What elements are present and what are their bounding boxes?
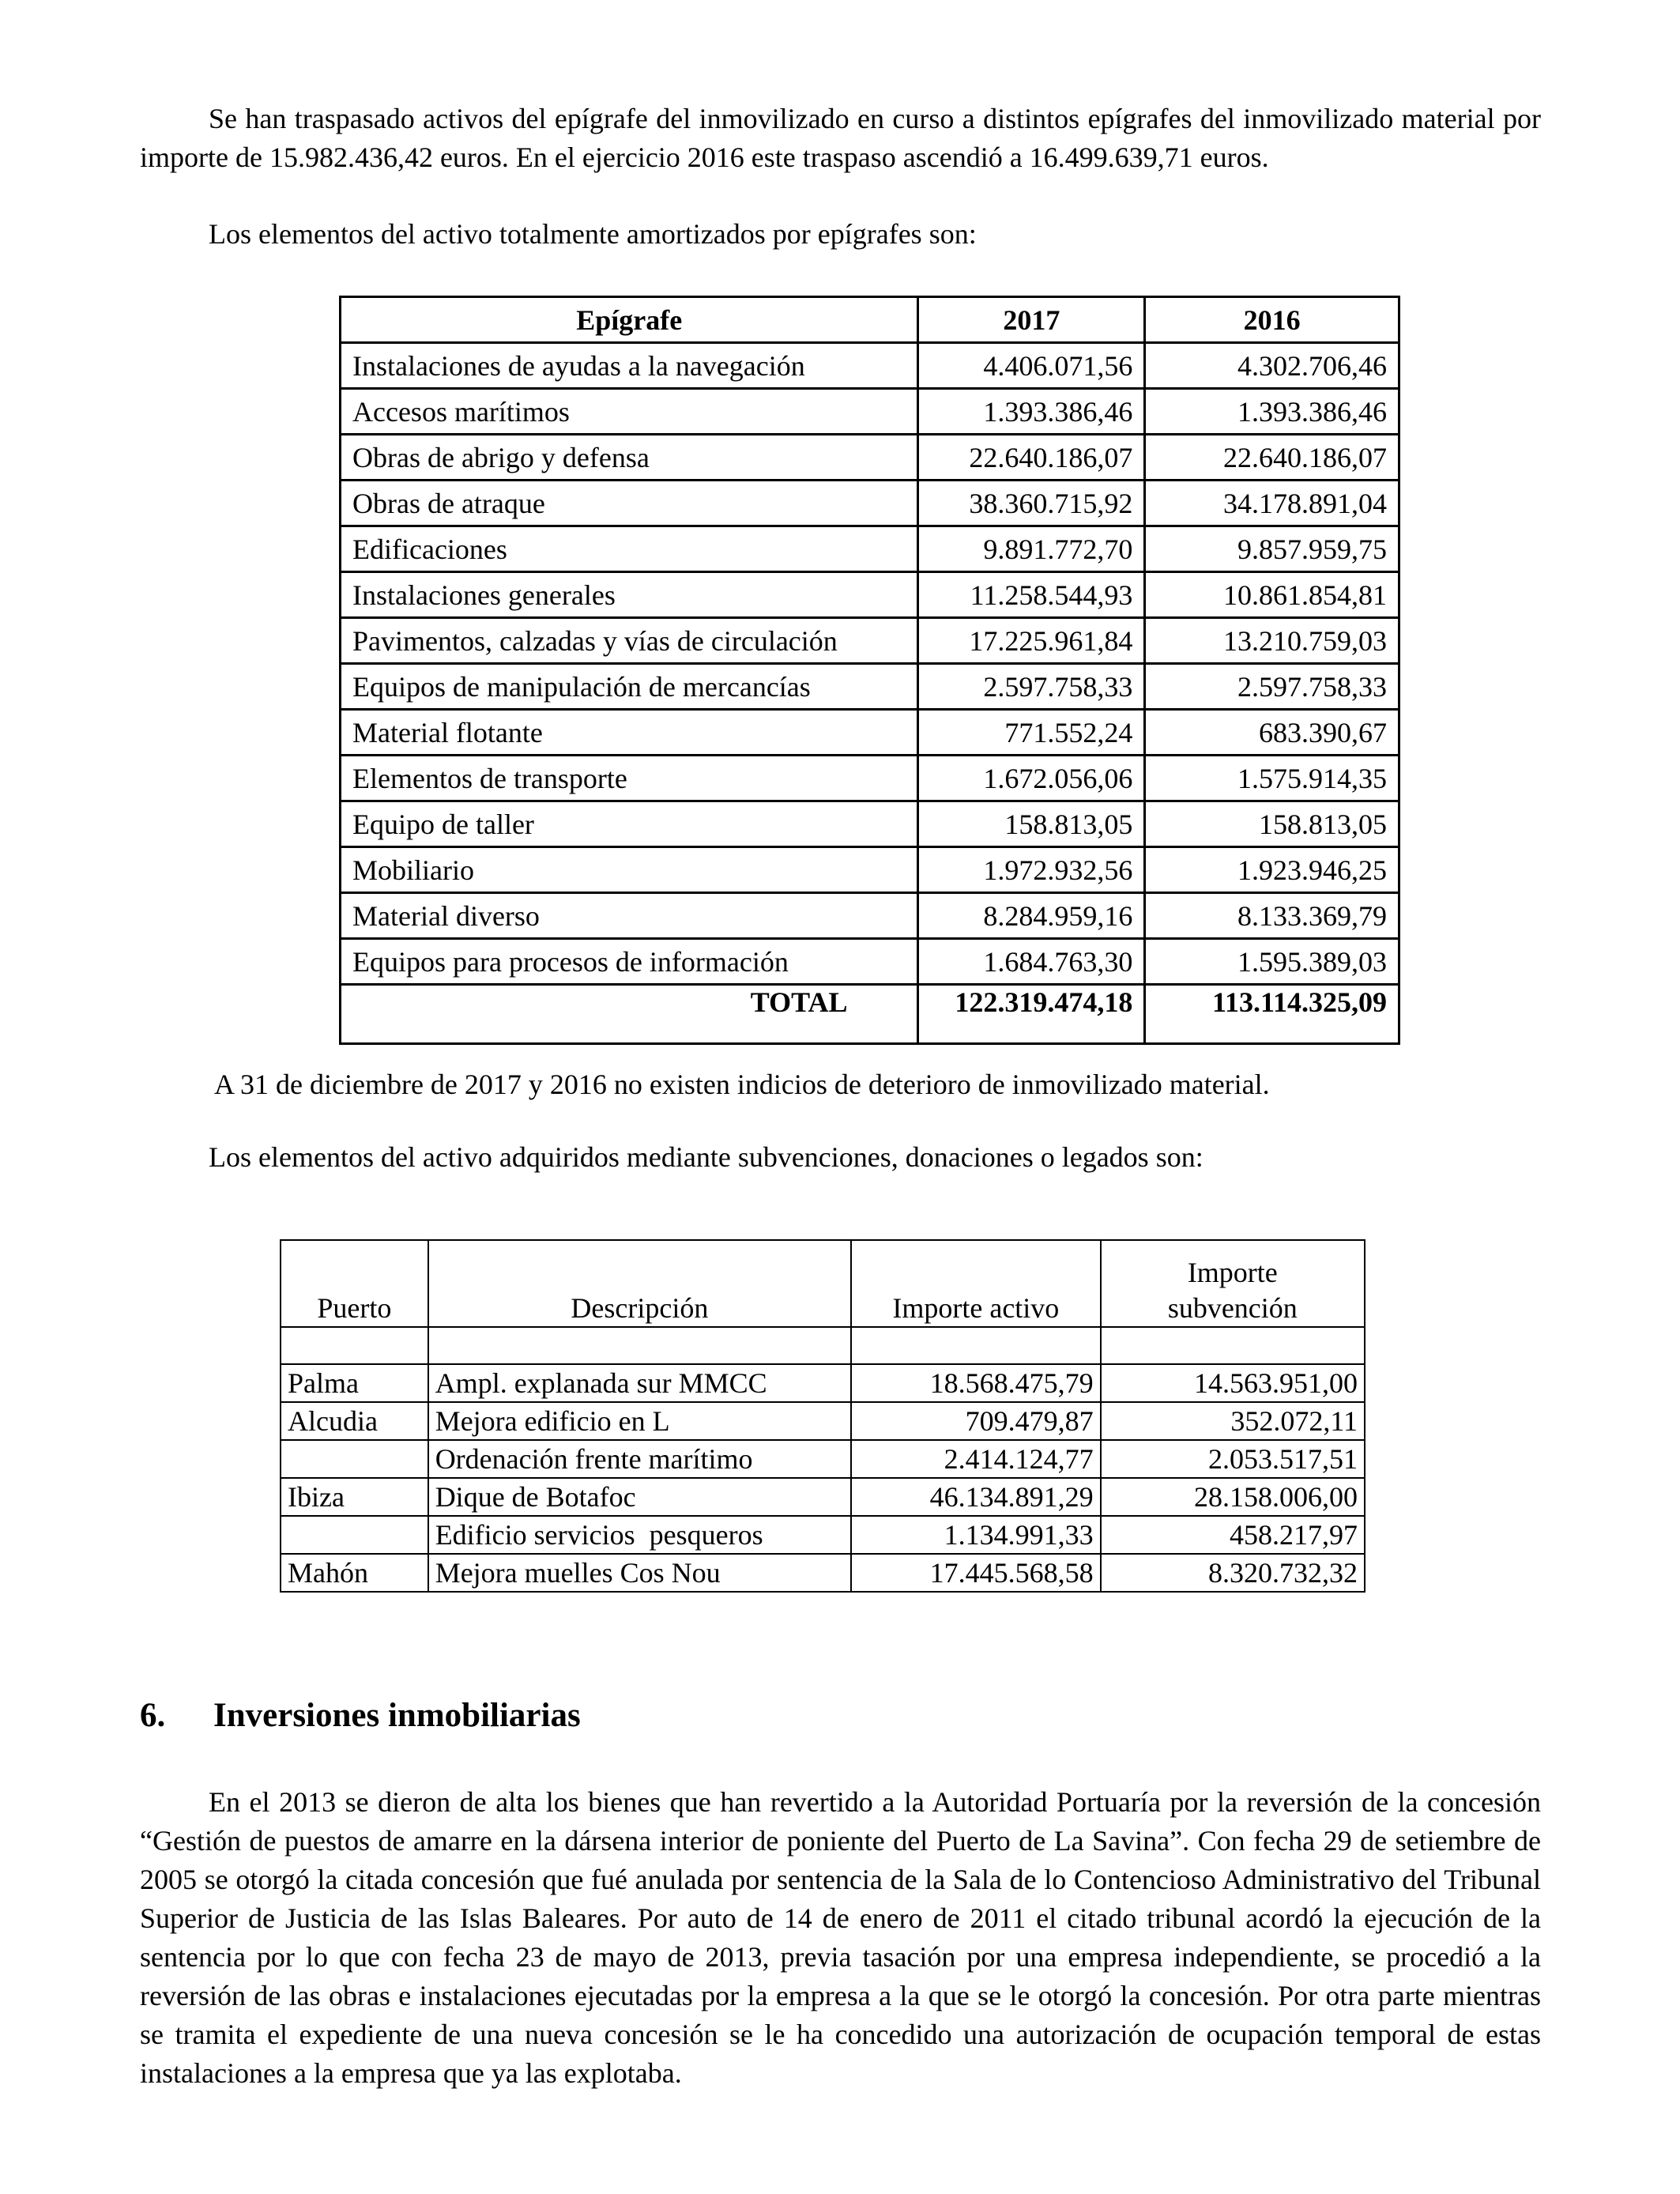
value-2016: 158.813,05 — [1145, 801, 1399, 847]
row-label: Equipos de manipulación de mercancías — [341, 664, 918, 710]
value-2016: 1.393.386,46 — [1145, 389, 1399, 435]
importe-subvencion-cell: 352.072,11 — [1101, 1402, 1365, 1440]
row-label: Accesos marítimos — [341, 389, 918, 435]
puerto-cell — [281, 1516, 428, 1554]
paragraph-intro-amortizados: Los elementos del activo totalmente amortizados por epígrafes son: — [209, 218, 977, 250]
descripcion-cell: Mejora edificio en L — [428, 1402, 851, 1440]
table-row — [341, 572, 1399, 618]
descripcion-cell: Edificio servicios pesqueros — [428, 1516, 851, 1554]
table-row — [341, 664, 1399, 710]
value-2016: 9.857.959,75 — [1145, 526, 1399, 572]
importe-activo-cell: 709.479,87 — [851, 1402, 1100, 1440]
section-heading — [140, 1694, 581, 1738]
total-label: TOTAL — [341, 985, 918, 1044]
puerto-cell: Palma — [281, 1364, 428, 1402]
value-2017: 1.393.386,46 — [918, 389, 1145, 435]
puerto-cell: Alcudia — [281, 1402, 428, 1440]
subvenciones-table — [280, 1239, 1365, 1593]
row-label: Instalaciones de ayudas a la navegación — [341, 343, 918, 389]
row-label: Material diverso — [341, 893, 918, 939]
row-label: Edificaciones — [341, 526, 918, 572]
table-header-row — [281, 1240, 1365, 1327]
value-2017: 11.258.544,93 — [918, 572, 1145, 618]
table-row — [341, 801, 1399, 847]
total-2016: 113.114.325,09 — [1145, 985, 1399, 1044]
importe-activo-cell: 18.568.475,79 — [851, 1364, 1100, 1402]
header-2017: 2017 — [918, 297, 1145, 343]
puerto-cell — [281, 1440, 428, 1478]
value-2017: 771.552,24 — [918, 710, 1145, 756]
value-2016: 683.390,67 — [1145, 710, 1399, 756]
table-row — [281, 1402, 1365, 1440]
value-2016: 4.302.706,46 — [1145, 343, 1399, 389]
value-2017: 22.640.186,07 — [918, 435, 1145, 481]
descripcion-cell: Ampl. explanada sur MMCC — [428, 1364, 851, 1402]
section-number: 6. — [140, 1697, 166, 1734]
value-2016: 34.178.891,04 — [1145, 481, 1399, 526]
header-epigrafe: Epígrafe — [341, 297, 918, 343]
table-row — [341, 389, 1399, 435]
spacer-row — [281, 1327, 1365, 1364]
table-row — [281, 1516, 1365, 1554]
header-descripcion: Descripción — [428, 1240, 851, 1327]
paragraph-inversiones: En el 2013 se dieron de alta los bienes que han revertido a la Autoridad Portuaría por la reversión de la concesión “Gestión de puestos de amarre en la dársena interior de poniente del Puerto de La Savina”. Con fecha 29 de setiembre de 2005 se otorgó la citada concesión que fué anulada por sentencia de la Sala de lo Contencioso Administrativo del Tribunal Superior de Justicia de las Islas Baleares. Por auto de 14 de enero de 2011 el citado tribunal acordó la ejecución de la sentencia por lo que con fecha 23 de mayo de 2013, previa tasación por una empresa independiente, se procedió a la reversión de las obras e instalaciones ejecutadas por la empresa a la que se le otorgó la concesión. Por otra parte mientras se tramita el expediente de una nueva concesión se le ha concedido una autorización de ocupación temporal de estas instalaciones a la empresa que ya las explotaba. — [140, 1786, 1541, 2089]
row-label: Elementos de transporte — [341, 756, 918, 801]
header-importe-subvencion — [1101, 1240, 1365, 1327]
table-row — [341, 939, 1399, 985]
row-label: Mobiliario — [341, 847, 918, 893]
table-row — [281, 1440, 1365, 1478]
table-row — [341, 481, 1399, 526]
value-2017: 9.891.772,70 — [918, 526, 1145, 572]
importe-subvencion-cell: 2.053.517,51 — [1101, 1440, 1365, 1478]
row-label: Pavimentos, calzadas y vías de circulación — [341, 618, 918, 664]
table-row — [341, 893, 1399, 939]
value-2017: 8.284.959,16 — [918, 893, 1145, 939]
row-label: Equipos para procesos de información — [341, 939, 918, 985]
section-title: Inversiones inmobiliarias — [213, 1697, 581, 1734]
importe-activo-cell: 1.134.991,33 — [851, 1516, 1100, 1554]
total-row — [341, 985, 1399, 1044]
value-2016: 8.133.369,79 — [1145, 893, 1399, 939]
table-header-row — [341, 297, 1399, 343]
puerto-cell: Ibiza — [281, 1478, 428, 1516]
descripcion-cell: Mejora muelles Cos Nou — [428, 1554, 851, 1592]
value-2016: 22.640.186,07 — [1145, 435, 1399, 481]
paragraph-deterioro: A 31 de diciembre de 2017 y 2016 no existen indicios de deterioro de inmovilizado material. — [214, 1069, 1270, 1100]
header-puerto: Puerto — [281, 1240, 428, 1327]
value-2017: 38.360.715,92 — [918, 481, 1145, 526]
value-2016: 13.210.759,03 — [1145, 618, 1399, 664]
value-2017: 1.672.056,06 — [918, 756, 1145, 801]
importe-activo-cell: 2.414.124,77 — [851, 1440, 1100, 1478]
importe-subvencion-cell: 14.563.951,00 — [1101, 1364, 1365, 1402]
header-importe-subvencion-line2: subvención — [1167, 1292, 1298, 1324]
paragraph-intro-subvenciones: Los elementos del activo adquiridos mediante subvenciones, donaciones o legados son: — [209, 1141, 1203, 1173]
value-2016: 10.861.854,81 — [1145, 572, 1399, 618]
table-row — [341, 435, 1399, 481]
table-row — [341, 618, 1399, 664]
table-row — [341, 756, 1399, 801]
value-2017: 158.813,05 — [918, 801, 1145, 847]
paragraph-traspasos: Se han traspasado activos del epígrafe del inmovilizado en curso a distintos epígrafes del inmovilizado material por importe de 15.982.436,42 euros. En el ejercicio 2016 este traspaso ascendió a 16.499.639,71 euros. — [140, 103, 1541, 173]
table-row — [341, 847, 1399, 893]
header-importe-activo: Importe activo — [851, 1240, 1100, 1327]
importe-activo-cell: 46.134.891,29 — [851, 1478, 1100, 1516]
total-2017: 122.319.474,18 — [918, 985, 1145, 1044]
value-2017: 4.406.071,56 — [918, 343, 1145, 389]
table-row — [281, 1554, 1365, 1592]
importe-subvencion-cell: 28.158.006,00 — [1101, 1478, 1365, 1516]
value-2016: 2.597.758,33 — [1145, 664, 1399, 710]
importe-subvencion-cell: 458.217,97 — [1101, 1516, 1365, 1554]
row-label: Instalaciones generales — [341, 572, 918, 618]
row-label: Obras de atraque — [341, 481, 918, 526]
value-2016: 1.923.946,25 — [1145, 847, 1399, 893]
row-label: Obras de abrigo y defensa — [341, 435, 918, 481]
importe-subvencion-cell: 8.320.732,32 — [1101, 1554, 1365, 1592]
value-2016: 1.575.914,35 — [1145, 756, 1399, 801]
table-row — [341, 710, 1399, 756]
table-row — [341, 343, 1399, 389]
value-2017: 17.225.961,84 — [918, 618, 1145, 664]
value-2017: 2.597.758,33 — [918, 664, 1145, 710]
row-label: Material flotante — [341, 710, 918, 756]
value-2017: 1.684.763,30 — [918, 939, 1145, 985]
table-row — [341, 526, 1399, 572]
header-importe-subvencion-line1: Importe — [1187, 1257, 1278, 1288]
descripcion-cell: Ordenación frente marítimo — [428, 1440, 851, 1478]
importe-activo-cell: 17.445.568,58 — [851, 1554, 1100, 1592]
amortizados-table — [339, 296, 1400, 1045]
table-row — [281, 1364, 1365, 1402]
header-2016: 2016 — [1145, 297, 1399, 343]
puerto-cell: Mahón — [281, 1554, 428, 1592]
descripcion-cell: Dique de Botafoc — [428, 1478, 851, 1516]
value-2017: 1.972.932,56 — [918, 847, 1145, 893]
table-row — [281, 1478, 1365, 1516]
row-label: Equipo de taller — [341, 801, 918, 847]
value-2016: 1.595.389,03 — [1145, 939, 1399, 985]
